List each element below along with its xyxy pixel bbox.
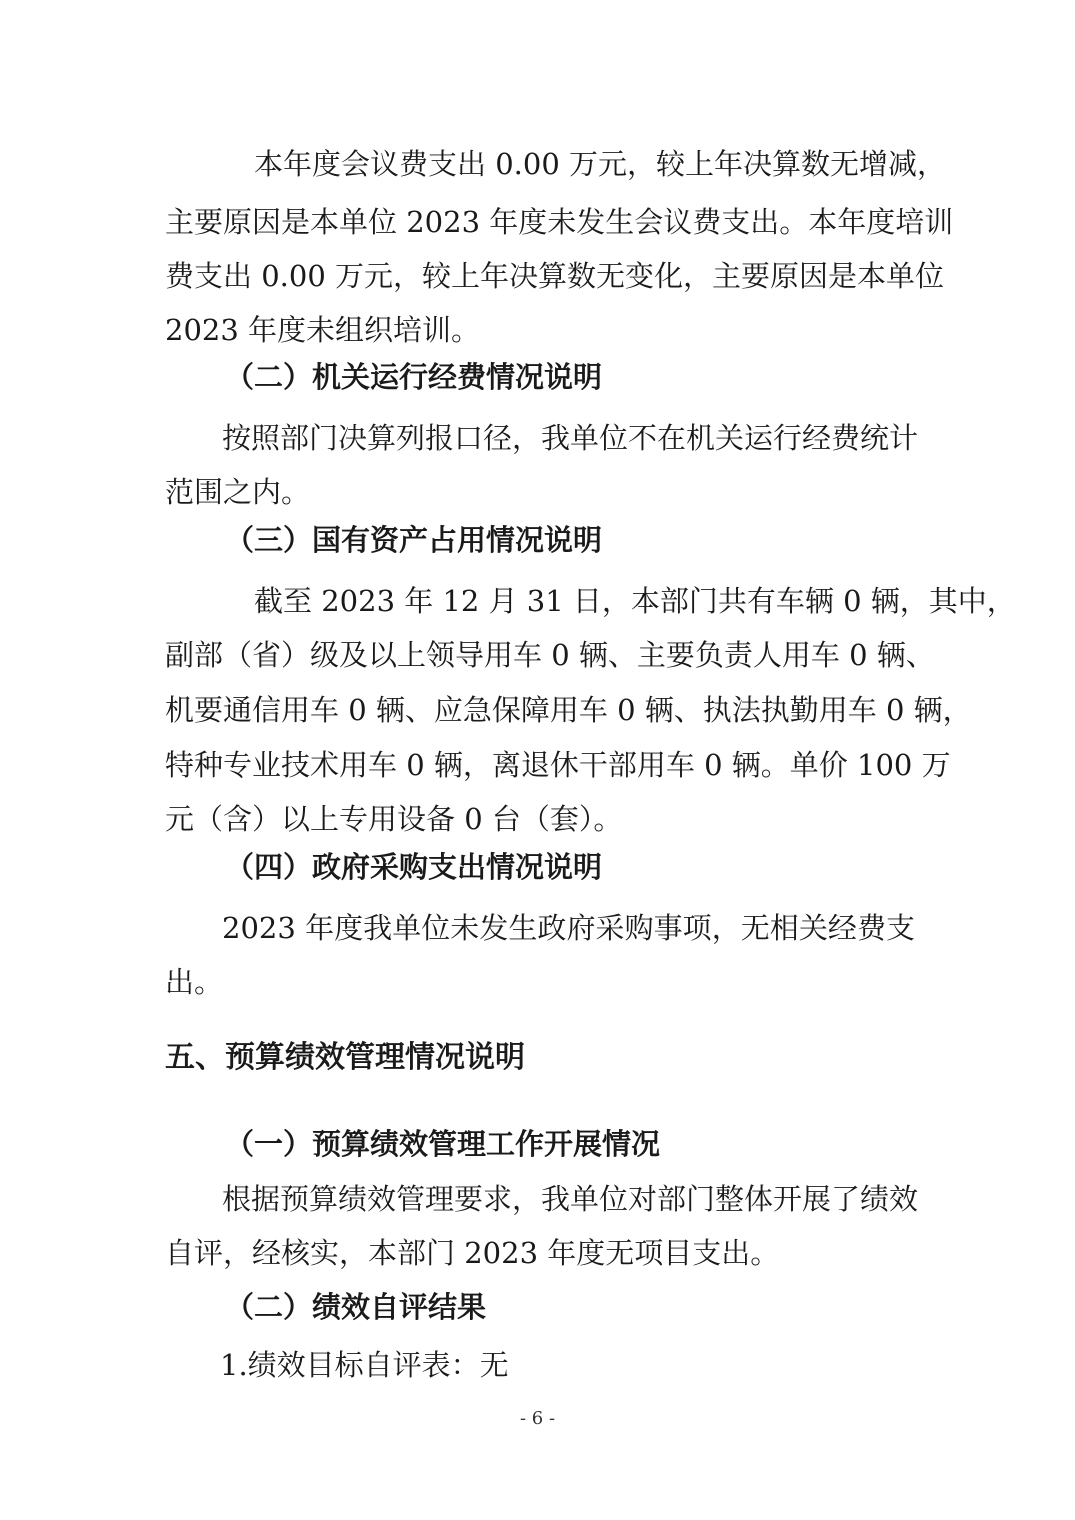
subsection-heading: （二）机关运行经费情况说明 [225,360,603,394]
page-number: - 6 - [519,1408,556,1429]
subsection-heading: （一）预算绩效管理工作开展情况 [225,1127,661,1161]
paragraph-line: 2023 年度未组织培训。 [165,313,481,347]
paragraph-line: 自评，经核实，本部门 2023 年度无项目支出。 [165,1236,780,1270]
paragraph-line: 特种专业技术用车 0 辆，离退休干部用车 0 辆。单价 100 万 [165,748,951,782]
paragraph-line: 1.绩效目标自评表：无 [220,1348,509,1382]
paragraph-line: 费支出 0.00 万元，较上年决算数无变化，主要原因是本单位 [165,259,945,293]
paragraph-line: 机要通信用车 0 辆、应急保障用车 0 辆、执法执勤用车 0 辆， [165,693,972,727]
paragraph-line: 本年度会议费支出 0.00 万元，较上年决算数无增减， [225,147,947,181]
paragraph-line: 范围之内。 [165,475,311,509]
paragraph-line: 2023 年度我单位未发生政府采购事项，无相关经费支 [222,911,915,945]
subsection-heading: （四）政府采购支出情况说明 [225,850,603,884]
paragraph-line: 主要原因是本单位 2023 年度未发生会议费支出。本年度培训 [165,205,954,239]
paragraph-line: 按照部门决算列报口径，我单位不在机关运行经费统计 [222,421,919,455]
paragraph-line: 截至 2023 年 12 月 31 日，本部门共有车辆 0 辆，其中， [225,584,1016,618]
paragraph-line: 副部（省）级及以上领导用车 0 辆、主要负责人用车 0 辆、 [165,638,935,672]
paragraph-line: 根据预算绩效管理要求，我单位对部门整体开展了绩效 [222,1182,919,1216]
section-heading: 五、预算绩效管理情况说明 [165,1040,525,1075]
paragraph-line: 出。 [165,965,224,999]
paragraph-line: 元（含）以上专用设备 0 台（套）。 [165,802,623,836]
subsection-heading: （二）绩效自评结果 [225,1290,487,1324]
subsection-heading: （三）国有资产占用情况说明 [225,523,603,557]
